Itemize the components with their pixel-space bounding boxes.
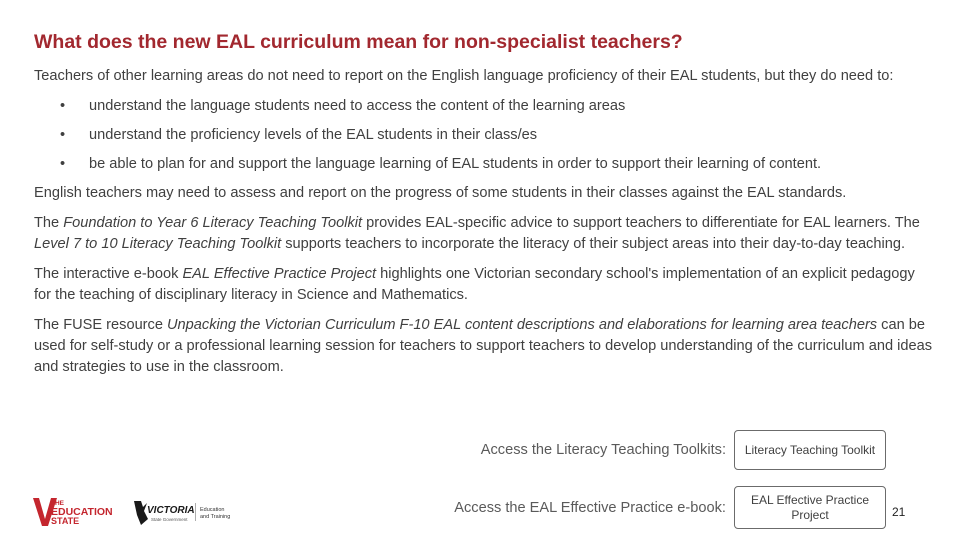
list-item: • be able to plan for and support the language learning of EAL students in order to support their learning of content.: [34, 154, 934, 175]
svg-text:STATE: STATE: [51, 516, 80, 526]
ebook-link-row: [454, 486, 886, 529]
fuse-paragraph: The FUSE resource Unpacking the Victorian Curriculum F-10 EAL content descriptions and elaborations for learning area teachers can be used for self-study or a professional learning session for teachers to support teachers to develop understanding of the curriculum and ideas and strategies to use in the classroom.: [34, 317, 933, 375]
literacy-toolkit-button[interactable]: Literacy Teaching Toolkit: [734, 430, 886, 470]
eal-practice-project-button[interactable]: EAL Effective Practice Project: [734, 486, 886, 529]
bullet-icon: •: [60, 127, 66, 143]
toolkit-link-label: Access the Literacy Teaching Toolkits:: [480, 442, 726, 458]
svg-text:THE: THE: [51, 500, 64, 507]
toolkit-paragraph: The Foundation to Year 6 Literacy Teaching Toolkit provides EAL-specific advice to support teachers to differentiate for EAL learners. The Level 7 to 10 Literacy Teaching Toolkit supports teachers to incorporate the literacy of their subject areas into their day-to-day teaching.: [34, 215, 920, 252]
bullet-icon: •: [60, 156, 66, 172]
victoria-government-logo: [133, 497, 233, 527]
requirements-list: [34, 96, 934, 175]
page-number: 21: [892, 505, 906, 519]
svg-text:and Training: and Training: [200, 514, 231, 520]
intro-paragraph: Teachers of other learning areas do not need to report on the English language proficiency of their EAL students, but they do need to:: [34, 68, 894, 84]
education-state-logo: [33, 497, 119, 527]
svg-text:State Government: State Government: [151, 517, 188, 522]
english-teachers-paragraph: English teachers may need to assess and report on the progress of some students in their classes against the EAL standards.: [34, 185, 847, 201]
ebook-link-label: Access the EAL Effective Practice e-book:: [454, 499, 726, 516]
slide-title: What does the new EAL curriculum mean for non-specialist teachers?: [34, 31, 683, 53]
bullet-icon: •: [60, 98, 66, 114]
svg-text:Education: Education: [200, 507, 225, 513]
svg-text:VICTORIA: VICTORIA: [147, 505, 195, 516]
toolkit-link-row: [481, 430, 886, 470]
svg-text:EDUCATION: EDUCATION: [51, 506, 113, 518]
ebook-paragraph: The interactive e-book EAL Effective Practice Project highlights one Victorian secondary school's implementation of an explicit pedagogy for the teaching of disciplinary literacy in Science and Mathematics.: [34, 266, 915, 303]
slide-body: [34, 66, 934, 387]
list-item: • understand the proficiency levels of the EAL students in their class/es: [34, 125, 934, 146]
list-item: • understand the language students need to access the content of the learning areas: [34, 96, 934, 117]
